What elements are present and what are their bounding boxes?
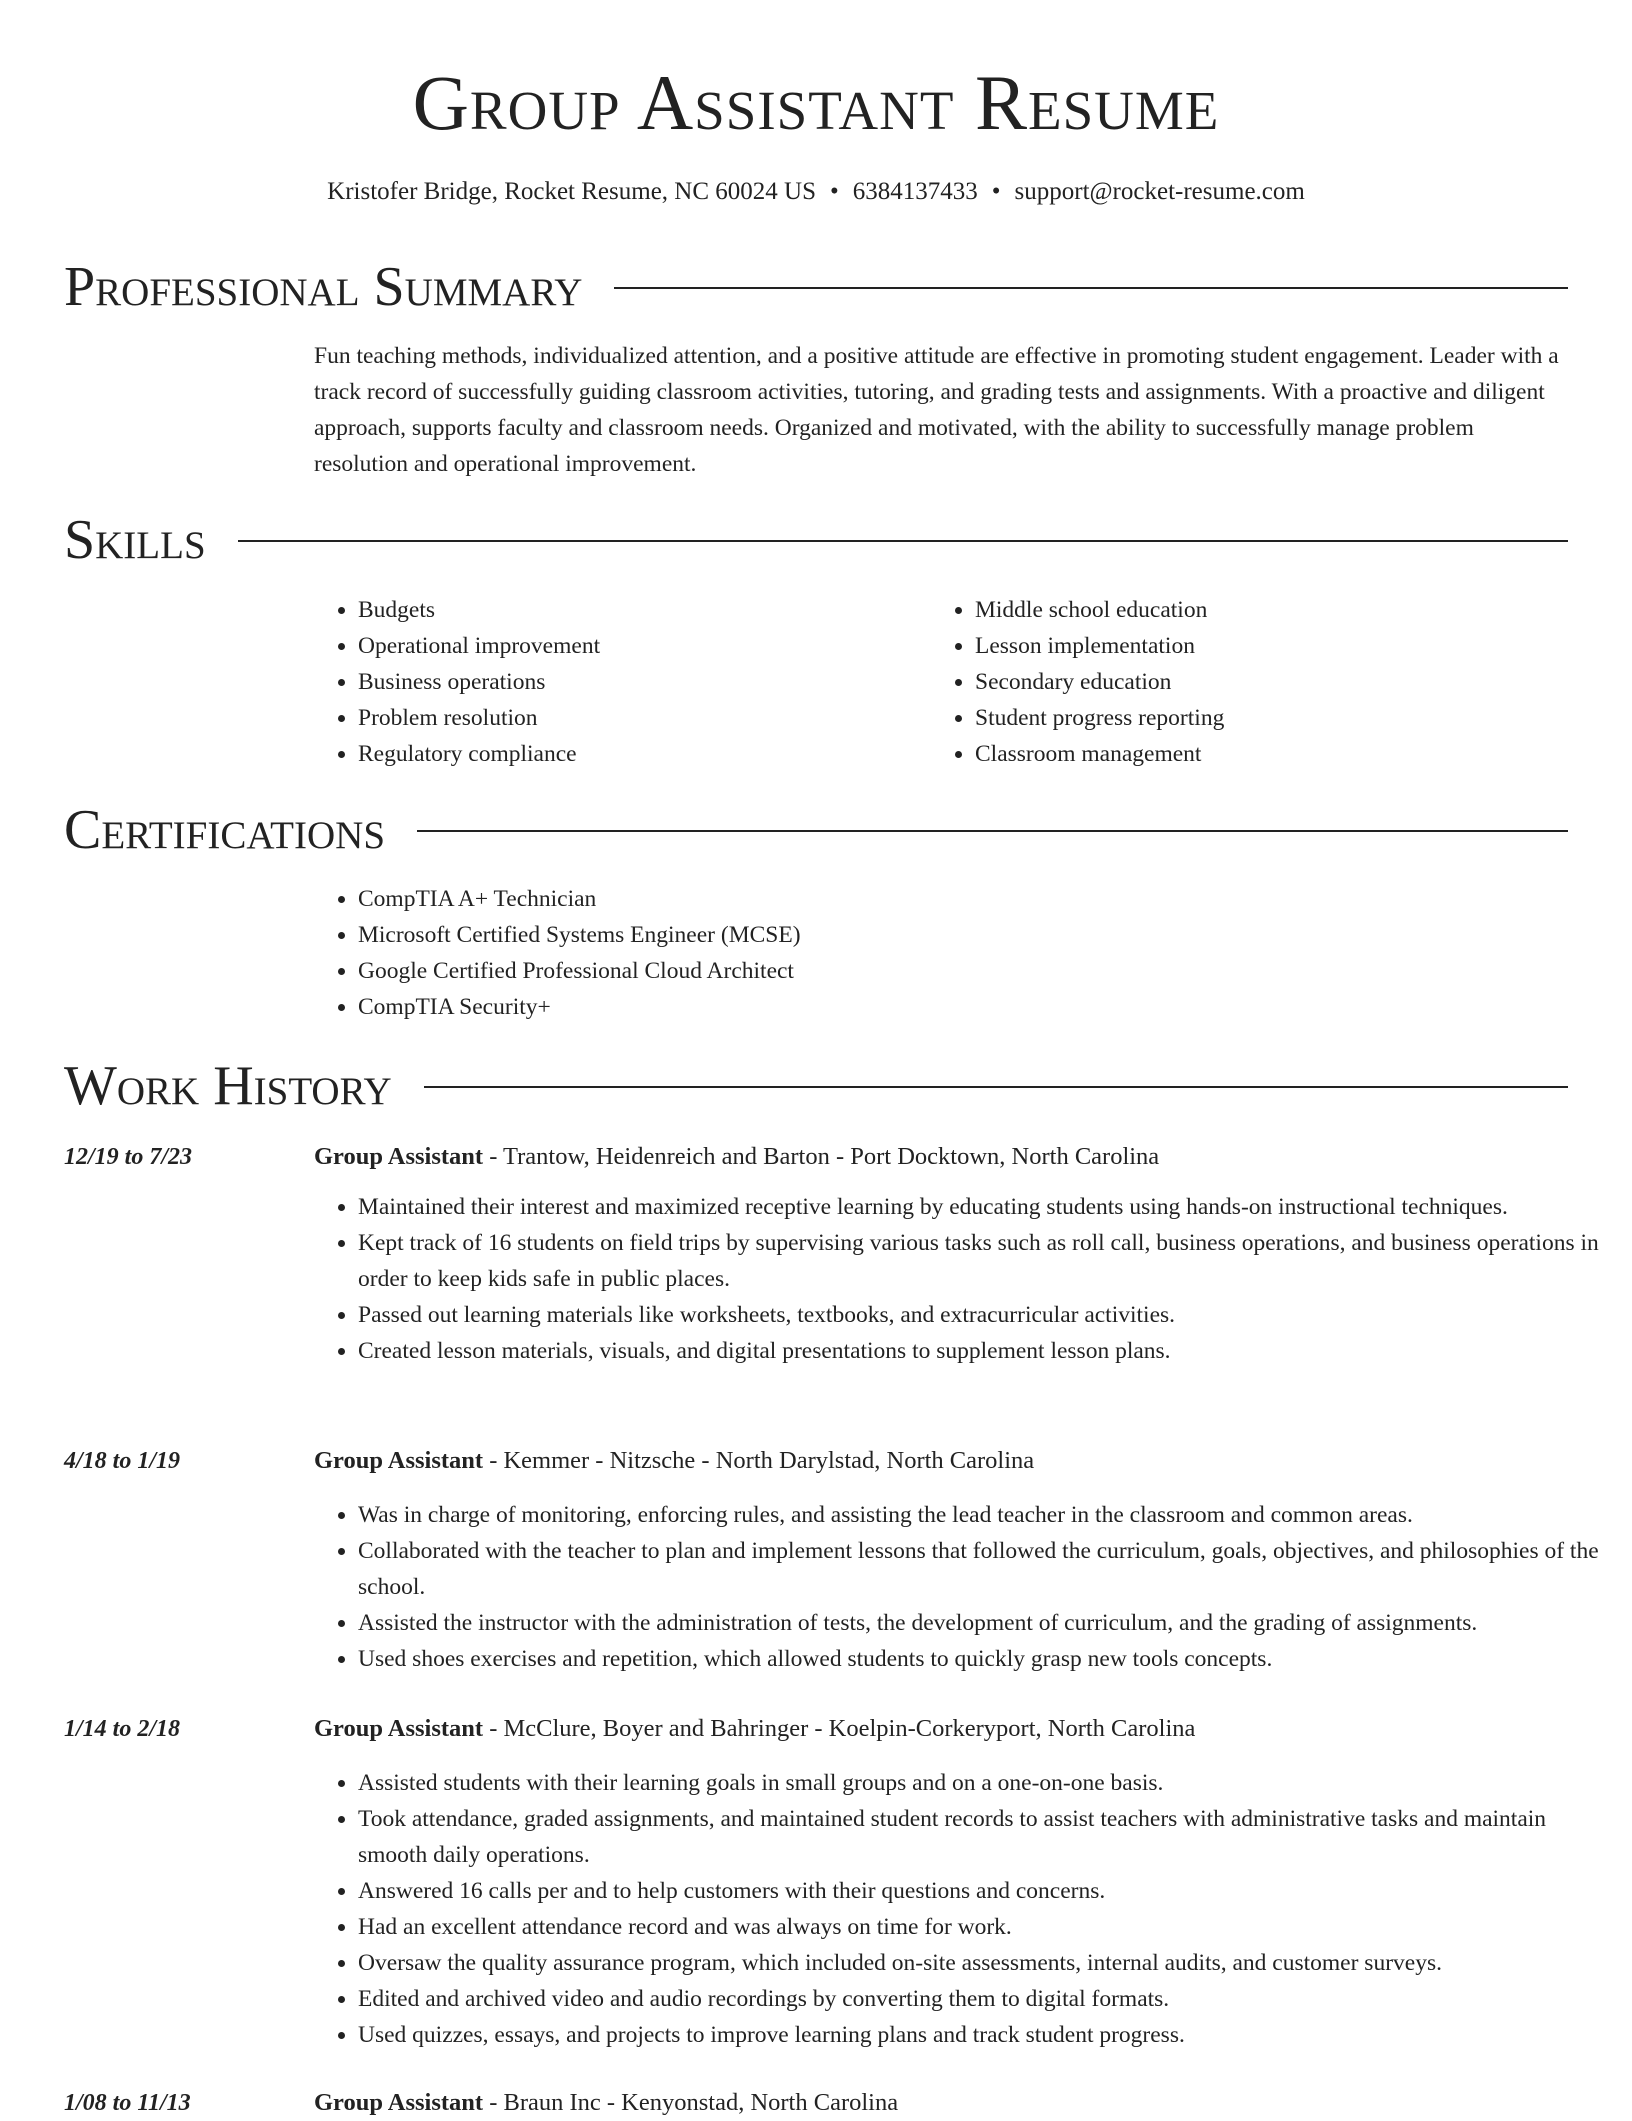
- resume-title: Group Assistant Resume: [412, 59, 1220, 146]
- list-item: • Assisted students with their learning goals in small groups and on a one-on-one basis.: [358, 1765, 1604, 1801]
- job-dates: 1/08 to 11/13: [64, 2090, 191, 2116]
- job-duties: [314, 1189, 1604, 1369]
- list-item: • Secondary education: [975, 664, 1531, 700]
- list-item: • Lesson implementation: [975, 628, 1531, 664]
- job-heading: [314, 1139, 1568, 1175]
- job-duties: [314, 1497, 1604, 1677]
- summary-text: Fun teaching methods, individualized attention, and a positive attitude are effective in promoting student engagement. Leader with a track record of successfully guiding classroom activities, tutoring, and grading tests and assignments. With a proactive and diligent approach, supports faculty and classroom needs. Organized and motivated, with the ability to successfully manage problem resolution and operational improvement.: [314, 343, 1559, 477]
- job-details: - McClure, Boyer and Bahringer - Koelpin-Corkeryport, North Carolina: [483, 1715, 1196, 1742]
- contact-email: support@rocket-resume.com: [1014, 178, 1305, 205]
- section-skills: [64, 508, 1568, 572]
- section-title: Work History: [64, 1055, 392, 1117]
- contact-separator: •: [991, 178, 1001, 205]
- list-item: • Operational improvement: [358, 628, 914, 664]
- certifications-list: [314, 881, 1314, 1025]
- list-item: • Used shoes exercises and repetition, which allowed students to quickly grasp new tools concepts.: [358, 1641, 1604, 1677]
- list-item: • Passed out learning materials like worksheets, textbooks, and extracurricular activities.: [358, 1297, 1604, 1333]
- list-item: • Created lesson materials, visuals, and digital presentations to supplement lesson plans.: [358, 1333, 1604, 1369]
- job-details: - Trantow, Heidenreich and Barton - Port Docktown, North Carolina: [483, 1143, 1160, 1170]
- job-dates: 12/19 to 7/23: [64, 1144, 193, 1170]
- job-details: - Braun Inc - Kenyonstad, North Carolina: [483, 2089, 899, 2116]
- skills-column-left: [314, 592, 914, 772]
- section-title: Skills: [64, 509, 206, 571]
- list-item: • Google Certified Professional Cloud Architect: [358, 953, 1314, 989]
- certifications-block: [314, 881, 1314, 1025]
- list-item: • Student progress reporting: [975, 700, 1531, 736]
- job-dates: 4/18 to 1/19: [64, 1448, 181, 1474]
- contact-phone: 6384137433: [852, 178, 978, 205]
- list-item: • Classroom management: [975, 736, 1531, 772]
- list-item: • Oversaw the quality assurance program, which included on-site assessments, internal audits, and customer surveys.: [358, 1945, 1604, 1981]
- section-certifications: [64, 798, 1568, 862]
- job-heading: [314, 1711, 1568, 1747]
- skills-list: [931, 592, 1531, 772]
- list-item: • Took attendance, graded assignments, and maintained student records to assist teachers with administrative tasks and maintain smooth daily operations.: [358, 1801, 1604, 1873]
- list-item: • Was in charge of monitoring, enforcing rules, and assisting the lead teacher in the classroom and common areas.: [358, 1497, 1604, 1533]
- list-item: • Problem resolution: [358, 700, 914, 736]
- skills-list: [314, 592, 914, 772]
- job-details: - Kemmer - Nitzsche - North Darylstad, North Carolina: [483, 1447, 1035, 1474]
- list-item: • Middle school education: [975, 592, 1531, 628]
- skills-column-right: [931, 592, 1531, 772]
- list-item: • Edited and archived video and audio recordings by converting them to digital formats.: [358, 1981, 1604, 2017]
- list-item: • CompTIA Security+: [358, 989, 1314, 1025]
- list-item: • CompTIA A+ Technician: [358, 881, 1314, 917]
- section-professional-summary: [64, 255, 1568, 319]
- job-role: Group Assistant: [314, 1715, 484, 1742]
- contact-line: [0, 174, 1632, 210]
- section-divider: [417, 830, 1568, 832]
- job-role: Group Assistant: [314, 2089, 484, 2116]
- list-item: • Maintained their interest and maximized receptive learning by educating students using hands-on instructional techniques.: [358, 1189, 1604, 1225]
- list-item: • Kept track of 16 students on field trips by supervising various tasks such as roll call, business operations, and business operations in order to keep kids safe in public places.: [358, 1225, 1604, 1297]
- list-item: • Had an excellent attendance record and was always on time for work.: [358, 1909, 1604, 1945]
- section-divider: [238, 540, 1568, 542]
- job-role: Group Assistant: [314, 1447, 484, 1474]
- list-item: • Microsoft Certified Systems Engineer (MCSE): [358, 917, 1314, 953]
- contact-separator: •: [830, 178, 839, 205]
- job-dates: 1/14 to 2/18: [64, 1716, 181, 1742]
- job-role: Group Assistant: [314, 1143, 484, 1170]
- section-title: Certifications: [64, 799, 386, 861]
- list-item: • Assisted the instructor with the administration of tests, the development of curriculum, and the grading of assignments.: [358, 1605, 1604, 1641]
- list-item: • Answered 16 calls per and to help customers with their questions and concerns.: [358, 1873, 1604, 1909]
- list-item: • Collaborated with the teacher to plan and implement lessons that followed the curriculum, goals, objectives, and philosophies of the school.: [358, 1533, 1604, 1605]
- section-title: Professional Summary: [64, 256, 583, 318]
- section-divider: [424, 1086, 1568, 1088]
- duties-list: [314, 1765, 1604, 2053]
- list-item: • Regulatory compliance: [358, 736, 914, 772]
- section-work-history: [64, 1054, 1568, 1118]
- list-item: • Business operations: [358, 664, 914, 700]
- contact-address: Kristofer Bridge, Rocket Resume, NC 60024 US: [327, 178, 816, 205]
- job-heading: [314, 1443, 1568, 1479]
- section-divider: [614, 287, 1568, 289]
- list-item: • Used quizzes, essays, and projects to improve learning plans and track student progress.: [358, 2017, 1604, 2053]
- duties-list: [314, 1189, 1604, 1369]
- job-heading: [314, 2085, 1568, 2121]
- duties-list: [314, 1497, 1604, 1677]
- list-item: • Budgets: [358, 592, 914, 628]
- job-duties: [314, 1765, 1604, 2053]
